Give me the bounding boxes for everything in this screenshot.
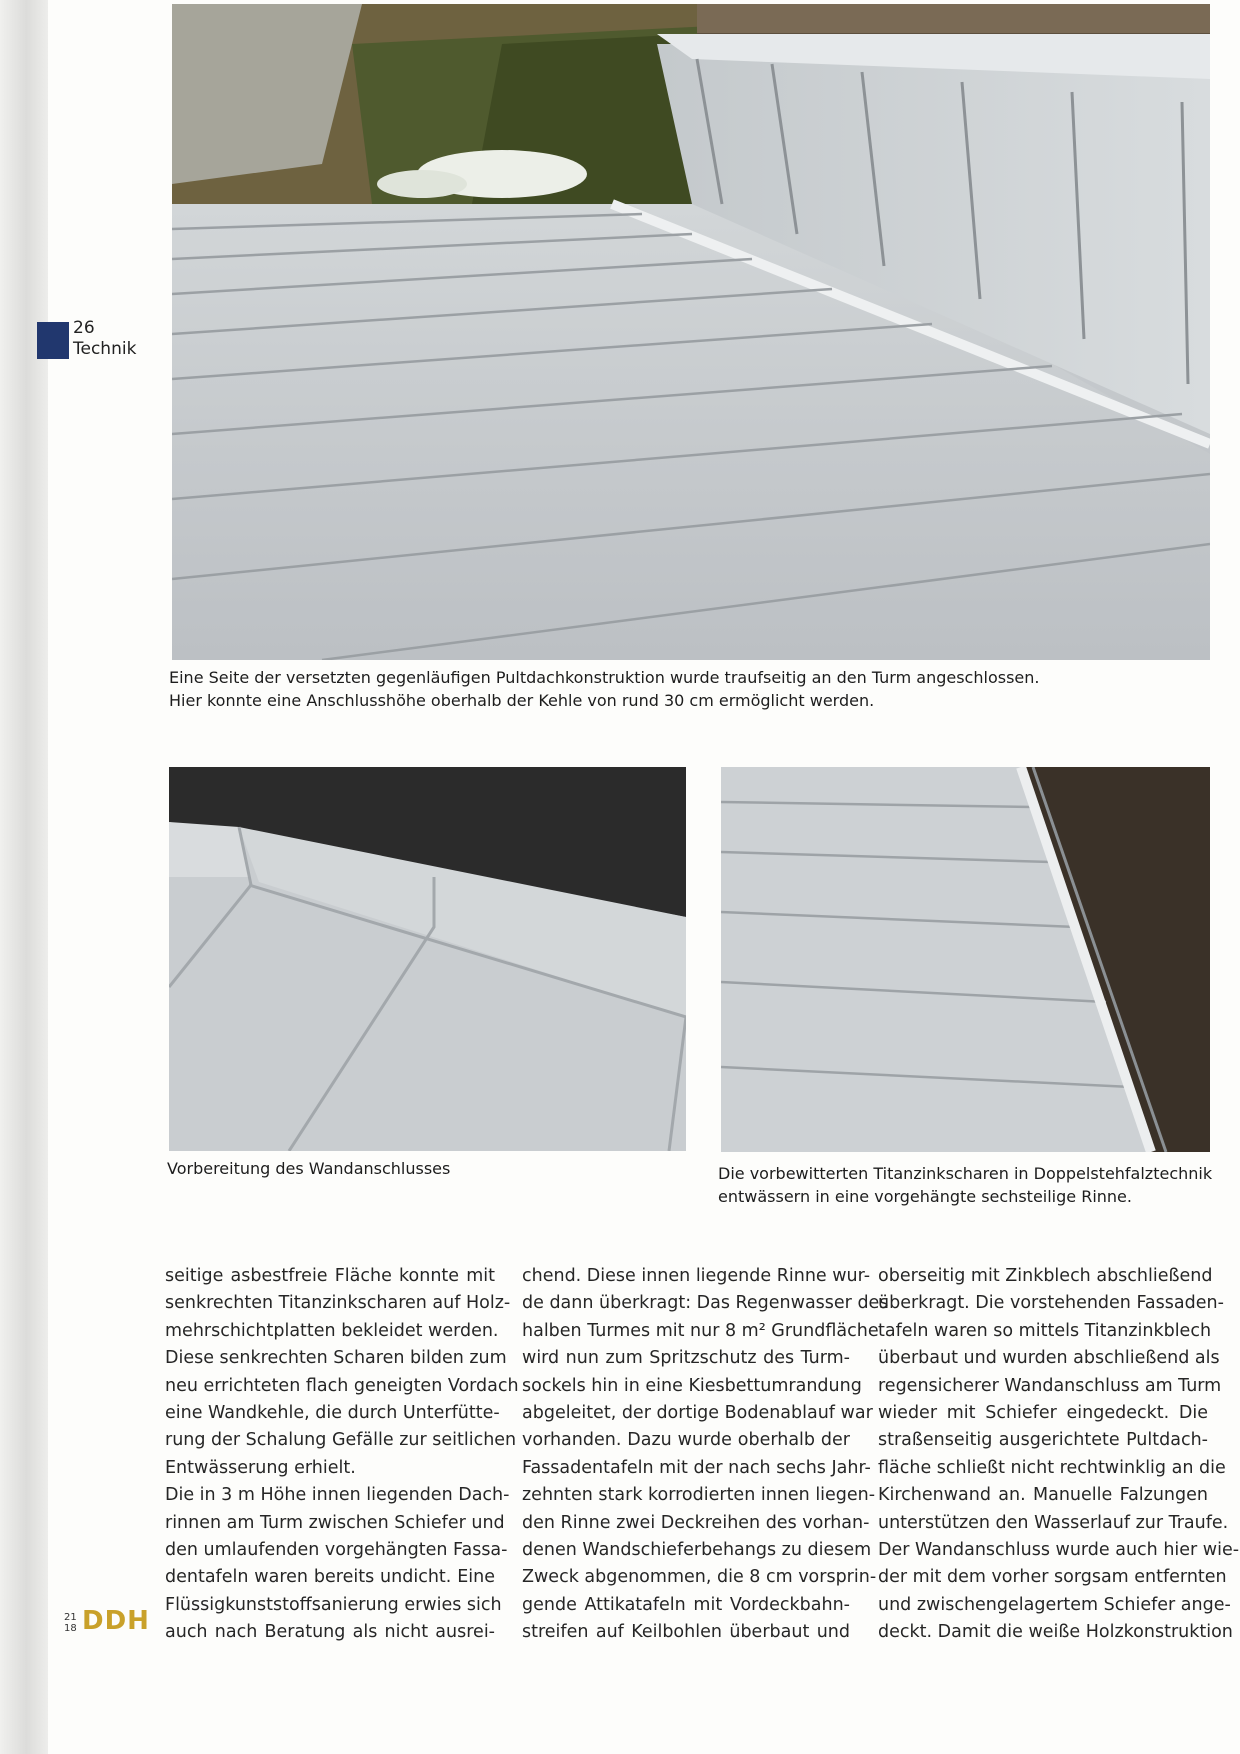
text-line: Flüssigkunststoffsanierung erwies sich	[165, 1594, 502, 1615]
text-line: zehnten stark korrodierten innen liegen-	[522, 1485, 876, 1506]
text-line: der mit dem vorher sorgsam entfernten	[878, 1567, 1227, 1588]
photo-main-roof	[172, 4, 1210, 660]
text-line: Der Wandanschluss wurde auch hier wie-	[878, 1539, 1240, 1560]
text-line: überkragt. Die vorstehenden Fassaden-	[878, 1293, 1224, 1314]
text-line: regensicherer Wandanschluss am Turm	[878, 1375, 1222, 1396]
text-line: mehrschichtplatten bekleidet werden.	[165, 1320, 499, 1341]
text-line: straßenseitig ausgerichtete Pultdach-	[878, 1430, 1208, 1451]
caption-right-line-1: Die vorbewitterten Titanzinkscharen in Doppelstehfalztechnik	[718, 1164, 1213, 1183]
text-line: Kirchenwand an. Manuelle Falzungen	[878, 1485, 1208, 1506]
text-line: wieder mit Schiefer eingedeckt. Die	[878, 1402, 1208, 1423]
page-marker-block	[37, 322, 69, 359]
text-line: senkrechten Titanzinkscharen auf Holz-	[165, 1293, 511, 1314]
photo-wall-connection	[169, 767, 686, 1151]
text-line: sockels hin in eine Kiesbettumrandung	[522, 1375, 862, 1396]
text-column-2	[522, 1263, 889, 1646]
text-line: de dann überkragt: Das Regenwasser des	[522, 1293, 889, 1314]
logo-text: DDH	[82, 1606, 150, 1636]
caption-left: Vorbereitung des Wandanschlusses	[167, 1159, 451, 1178]
text-line: deckt. Damit die weiße Holzkonstruktion	[878, 1622, 1233, 1643]
text-line: den Rinne zwei Deckreihen des vorhan-	[522, 1512, 870, 1533]
text-line: überbaut und wurden abschließend als	[878, 1348, 1220, 1369]
text-line: gende Attikatafeln mit Vordeckbahn-	[522, 1594, 850, 1615]
caption-main-line-2: Hier konnte eine Anschlusshöhe oberhalb der Kehle von rund 30 cm ermöglicht werden.	[169, 691, 875, 710]
section-label: Technik	[73, 339, 137, 359]
text-column-1	[165, 1263, 519, 1646]
caption-right-line-2: entwässern in eine vorgehängte sechsteilige Rinne.	[718, 1187, 1132, 1206]
text-line: Entwässerung erhielt.	[165, 1457, 356, 1478]
text-line: unterstützen den Wasserlauf zur Traufe.	[878, 1512, 1229, 1533]
text-line: wird nun zum Spritzschutz des Turm-	[522, 1348, 850, 1369]
text-line: dentafeln waren bereits undicht. Eine	[165, 1567, 495, 1588]
text-line: eine Wandkehle, die durch Unterfütte-	[165, 1402, 500, 1423]
text-line: oberseitig mit Zinkblech abschließend	[878, 1266, 1213, 1286]
text-line: den umlaufenden vorgehängten Fassa-	[165, 1539, 508, 1560]
photo-gutter	[721, 767, 1210, 1152]
text-line: auch nach Beratung als nicht ausrei-	[165, 1622, 495, 1643]
binding-shadow	[0, 0, 48, 1754]
text-line: halben Turmes mit nur 8 m² Grundfläche	[522, 1320, 879, 1341]
text-line: Diese senkrechten Scharen bilden zum	[165, 1348, 507, 1369]
text-line: neu errichteten flach geneigten Vordach	[165, 1375, 519, 1396]
issue-year: 18	[64, 1623, 77, 1634]
text-column-3	[878, 1263, 1240, 1646]
text-line: streifen auf Keilbohlen überbaut und	[522, 1622, 850, 1643]
text-line: Fassadentafeln mit der nach sechs Jahr-	[522, 1457, 871, 1478]
text-line: denen Wandschieferbehangs zu diesem	[522, 1539, 872, 1560]
text-line: seitige asbestfreie Fläche konnte mit	[165, 1266, 495, 1286]
text-line: chend. Diese innen liegende Rinne wur-	[522, 1266, 871, 1286]
page-number: 26	[73, 318, 95, 338]
text-line: rinnen am Turm zwischen Schiefer und	[165, 1512, 505, 1533]
caption-main-line-1: Eine Seite der versetzten gegenläufigen Pultdachkonstruktion wurde traufseitig an den Turm angeschlossen.	[169, 668, 1040, 687]
text-line: und zwischengelagertem Schiefer ange-	[878, 1594, 1231, 1615]
issue-number: 21	[64, 1612, 77, 1623]
text-line: Die in 3 m Höhe innen liegenden Dach-	[165, 1485, 510, 1506]
text-line: abgeleitet, der dortige Bodenablauf war	[522, 1402, 873, 1423]
text-line: tafeln waren so mittels Titanzinkblech	[878, 1320, 1212, 1341]
text-line: fläche schließt nicht rechtwinklig an die	[878, 1457, 1226, 1478]
text-line: Zweck abgenommen, die 8 cm vorsprin-	[522, 1567, 877, 1588]
text-line: rung der Schalung Gefälle zur seitlichen	[165, 1430, 517, 1451]
text-line: vorhanden. Dazu wurde oberhalb der	[522, 1430, 850, 1451]
